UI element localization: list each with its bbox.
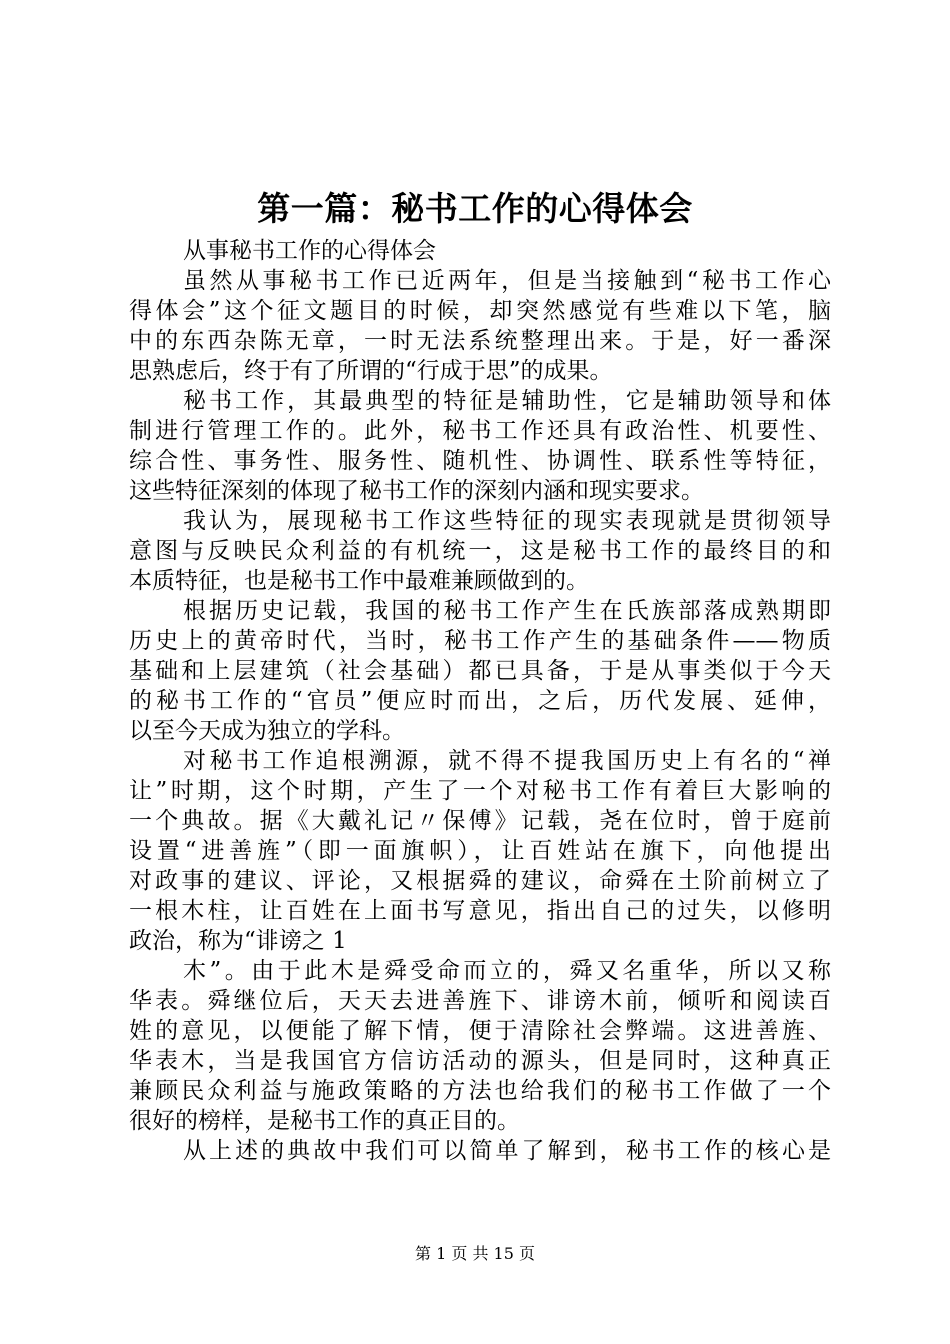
text-line: 意图与反映民众利益的有机统一，这是秘书工作的最终目的和 <box>129 538 831 564</box>
text-line: 历史上的黄帝时代，当时，秘书工作产生的基础条件——物质 <box>129 628 831 654</box>
text-line: 本质特征，也是秘书工作中最难兼顾做到的。 <box>129 568 589 594</box>
text-line: 对政事的建议、评论，又根据舜的建议，命舜在土阶前树立了 <box>129 868 831 894</box>
text-line: 从事秘书工作的心得体会 <box>183 238 436 264</box>
text-line: 兼顾民众利益与施政策略的方法也给我们的秘书工作做了一个 <box>129 1078 831 1104</box>
text-line: 制进行管理工作的。此外，秘书工作还具有政治性、机要性、 <box>129 418 831 444</box>
text-line: 政治，称为“诽谤之 1 <box>129 928 347 954</box>
text-line: 华表。舜继位后，天天去进善旌下、诽谤木前，倾听和阅读百 <box>129 988 831 1014</box>
text-line: 一根木柱，让百姓在上面书写意见，指出自己的过失，以修明 <box>129 898 831 924</box>
page-footer: 第 1 页 共 15 页 <box>415 1244 535 1263</box>
text-line: 我认为，展现秘书工作这些特征的现实表现就是贯彻领导 <box>183 508 831 534</box>
text-line: 一个典故。据《大戴礼记〃保傅》记载，尧在位时，曾于庭前 <box>129 808 831 834</box>
text-line: 让”时期，这个时期，产生了一个对秘书工作有着巨大影响的 <box>129 778 831 804</box>
text-line: 的秘书工作的“官员”便应时而出，之后，历代发展、延伸， <box>129 688 831 714</box>
text-line: 秘书工作，其最典型的特征是辅助性，它是辅助领导和体 <box>183 388 831 414</box>
text-line: 华表木，当是我国官方信访活动的源头，但是同时，这种真正 <box>129 1048 831 1074</box>
text-line: 设置“进善旌”（即一面旗帜），让百姓站在旗下，向他提出 <box>129 838 831 864</box>
text-line: 木”。由于此木是舜受命而立的，舜又名重华，所以又称 <box>183 958 831 984</box>
text-line: 虽然从事秘书工作已近两年，但是当接触到“秘书工作心 <box>183 268 831 294</box>
document-title: 第一篇：秘书工作的心得体会 <box>257 189 693 228</box>
text-line: 根据历史记载，我国的秘书工作产生在氏族部落成熟期即 <box>183 598 831 624</box>
text-line: 中的东西杂陈无章，一时无法系统整理出来。于是，好一番深 <box>129 328 831 354</box>
text-line: 得体会”这个征文题目的时候，却突然感觉有些难以下笔，脑 <box>129 298 831 324</box>
text-line: 从上述的典故中我们可以简单了解到，秘书工作的核心是 <box>183 1138 831 1164</box>
text-line: 很好的榜样，是秘书工作的真正目的。 <box>129 1108 520 1134</box>
text-line: 以至今天成为独立的学科。 <box>129 718 405 744</box>
text-line: 姓的意见，以便能了解下情，便于清除社会弊端。这进善旌、 <box>129 1018 831 1044</box>
text-line: 思熟虑后，终于有了所谓的“行成于思”的成果。 <box>129 358 613 384</box>
text-line: 基础和上层建筑（社会基础）都已具备，于是从事类似于今天 <box>129 658 831 684</box>
text-line: 这些特征深刻的体现了秘书工作的深刻内涵和现实要求。 <box>129 478 704 504</box>
text-line: 综合性、事务性、服务性、随机性、协调性、联系性等特征， <box>129 448 831 474</box>
text-line: 对秘书工作追根溯源，就不得不提我国历史上有名的“禅 <box>183 748 831 774</box>
document-body <box>129 236 831 1166</box>
